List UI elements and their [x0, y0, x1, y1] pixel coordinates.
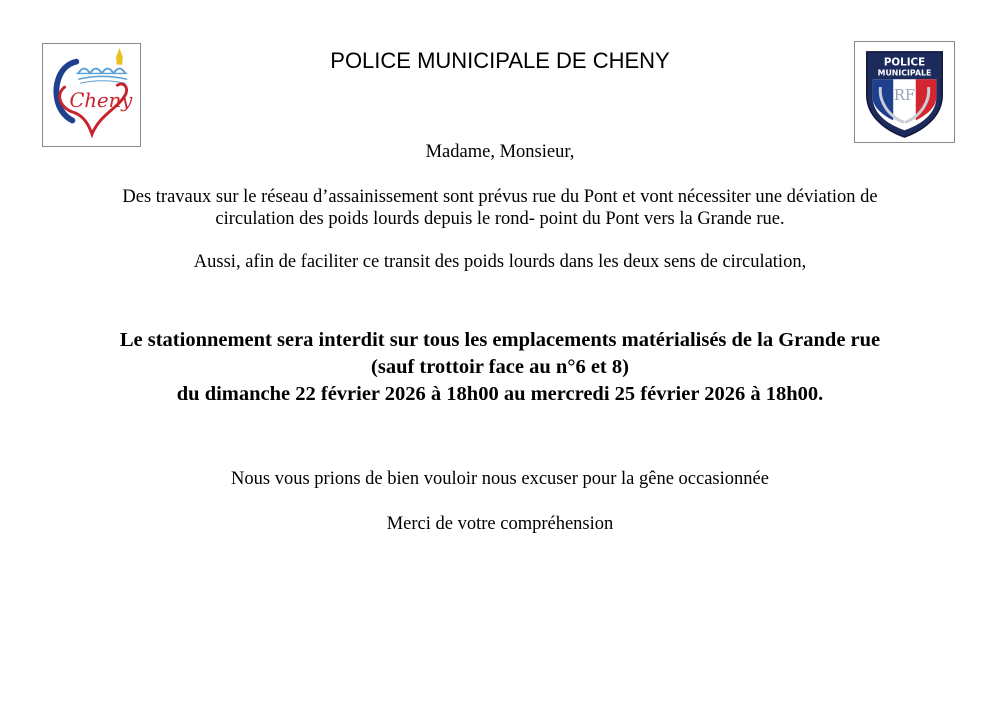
apology-text: Nous vous prions de bien vouloir nous excuser pour la gêne occasionnée [231, 469, 769, 489]
paragraph-works-line-2: circulation des poids lourds depuis le rond- point du Pont vers la Grande rue. [215, 209, 785, 229]
cheny-emblem-icon [43, 44, 140, 146]
page-title: POLICE MUNICIPALE DE CHENY [330, 48, 670, 73]
thanks-text: Merci de votre compréhension [386, 514, 614, 534]
parking-notice-line-2: (sauf trottoir face au n°6 et 8) [371, 356, 629, 378]
paragraph-works-line-1: Des travaux sur le réseau d’assainissement sont prévus rue du Pont et vont nécessiter une déviation de [122, 187, 878, 207]
paragraph-transit: Aussi, afin de faciliter ce transit des poids lourds dans les deux sens de circulation, [193, 252, 807, 272]
greeting: Madame, Monsieur, [425, 142, 575, 162]
police-shield-icon [855, 42, 954, 142]
svg-text:POLICE: POLICE [883, 56, 926, 69]
police-municipale-logo [854, 41, 955, 143]
svg-text:Cheny: Cheny [69, 88, 133, 112]
parking-notice-line-3: du dimanche 22 février 2026 à 18h00 au mercredi 25 février 2026 à 18h00. [176, 383, 824, 405]
parking-notice-line-1: Le stationnement sera interdit sur tous les emplacements matérialisés de la Grande rue [119, 329, 881, 351]
svg-text:RF: RF [893, 86, 916, 104]
cheny-logo [42, 43, 141, 147]
parking-notice [30, 327, 970, 408]
paragraph-works [40, 186, 960, 230]
svg-text:MUNICIPALE: MUNICIPALE [877, 68, 932, 78]
